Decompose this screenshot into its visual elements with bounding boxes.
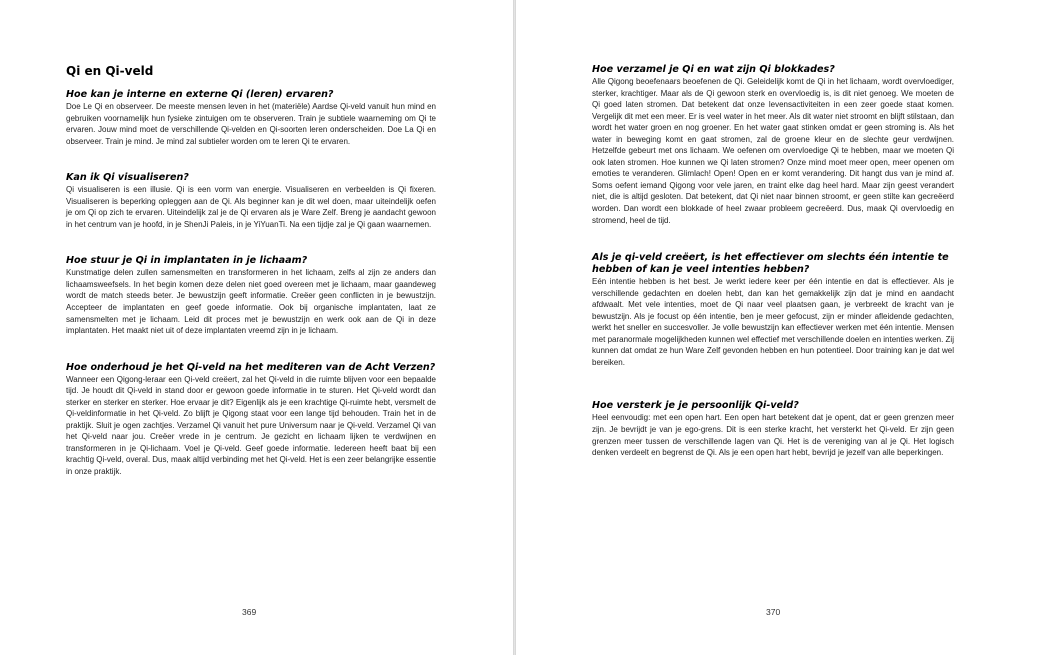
right-page-content [516, 0, 954, 459]
section-persoonlijk-qi-veld [592, 400, 954, 458]
section-question: Als je qi-veld creëert, is het effectiever om slechts één intentie te hebben of kan je veel intenties hebben? [592, 252, 949, 276]
page-number: 370 [766, 607, 781, 617]
section-intenties [592, 252, 954, 368]
section-text: Eén intentie hebben is het best. Je werkt iedere keer per één intentie en dat is effectiever. Als je verschillende gedachten en doelen hebt, dan kan het gemakkelijk zijn dat je mind en aandacht afdwaalt. Met vele intenties, moet de Qi naar veel plaatsen gaan, je verbreekt de kracht van je bewustzijn. Als je focust op één intentie, ben je meer gefocust, zijn er minder afleidende gedachten, werkt het sneller en succesvoller. Je volle bewustzijn kan effectiever werken met één intentie. Mensen met paranormale mogelijkheden kunnen wel effectief met verschillende doelen en intenties werken. Zij kunnen dat omdat ze hun Ware Zelf gevonden hebben en hun potentieel. Door training kan je dat wel bereiken. [592, 277, 954, 367]
section-interne-externe-qi [66, 89, 436, 147]
left-page [0, 0, 513, 655]
section-text: Alle Qigong beoefenaars beoefenen de Qi. Geleidelijk komt de Qi in het lichaam, wordt overvloediger, sterker, krachtiger. Maar als de Qi gewoon sterk en overvloedig is, is dit niet genoeg. We moeten de Qi goed laten stromen. Dat betekent dat onze levensactiviteiten in een zeer goede staat komen. Vergelijk dit met een meer. Er is veel water in het meer. Als dit water niet stroomt en blijft stilstaan, dan wordt het water groen en nog groener. En het water gaat stinken omdat er geen stroming is. Als het water in beweging komt en gaat stromen, zal de groene kleur en de slechte geur verdwijnen. Hetzelfde gebeurt met ons lichaam. We oefenen om overvloedige Qi te hebben, maar we moeten Qi ook laten stromen. Hoe kunnen we Qi laten stromen? Onze mind moet meer open, meer openen om emoties te veranderen. Glimlach! Open! Open en er komt verandering. Dit hangt dus van je mind af. Soms oefent iemand Qigong voor vele jaren, en traint elke dag heel hard. Maar zijn geest verandert niet, die is altijd gesloten. Dat betekent, dat Qi niet naar binnen stroomt, er geen stilte kan gecreëerd worden. Dan wordt een blokkade of heel zwaar probleem gecreëerd. Dus, maak Qi overvloedig en stromend, heel de tijd. [592, 77, 954, 225]
section-implantaten [66, 255, 436, 336]
section-text: Heel eenvoudig: met een open hart. Een open hart betekent dat je opent, dat er geen grenzen meer zijn. Je bevrijdt je van je ego-grens. Dit is een sterke kracht, het versterkt het Qi-veld. Er zijn geen grenzen meer tussen de verschillende lagen van Qi. Het is de vereniging van al je Qi. Het logisch denken verdeelt en begrenst de Qi. Als je een open hart hebt, bevrijd je jezelf van alle beperkingen. [592, 413, 954, 458]
section-text: Wanneer een Qigong-leraar een Qi-veld creëert, zal het Qi-veld in die ruimte blijven voor een bepaalde tijd. Je houdt dit Qi-veld in stand door er gewoon goede informatie in te sturen. Het Qi-veld wordt dan sterker en sterker en sterker. Hoe ervaar je dit? Eigenlijk als je een krachtige Qi-ruimte hebt, versmelt de Qi-veldinformatie in het Qi-veld. Zo blijft je Qigong staat voor een lange tijd behouden. Train het in de praktijk. Sluit je ogen zachtjes. Verzamel Qi vanuit het pure Universum naar je Qi-veld. Verzamel Qi van het Qi-veld naar jou. Creëer vrede in je centrum. Je gezicht en lichaam lijken te verdwijnen en transformeren in je Qi-lichaam. Voel je Qi-veld. Geef goede informatie. Iedereen heeft baat bij een krachtig Qi-veld, overal. Dus, maak altijd verbinding met het Qi-veld. Het is een zeer belangrijke essentie in onze praktijk. [66, 374, 436, 477]
section-question: Hoe versterk je je persoonlijk Qi-veld? [592, 400, 799, 412]
section-text: Kunstmatige delen zullen samensmelten en transformeren in het lichaam, zelfs al zijn ze anders dan lichaamsweefsels. In het begin komen deze delen niet goed overeen met je lichaam, maar gaandeweg wordt de match steeds beter. Je bewustzijn geeft informatie. Creëer geen conflicten in je bewustzijn. Accepteer de implantaten en geef goede informatie. Ook bij organische implantaten, laat ze samensmelten met je lichaam. Leid dit proces met je bewustzijn en werk ook aan de Qi in deze implantaten. Het maakt niet uit of deze implantaten vreemd zijn in je lichaam. [66, 268, 436, 336]
section-qi-blokkades [592, 64, 954, 226]
section-question: Kan ik Qi visualiseren? [66, 172, 189, 184]
section-question: Hoe onderhoud je het Qi-veld na het mediteren van de Acht Verzen? [66, 361, 436, 373]
section-qi-visualiseren [66, 172, 436, 230]
section-text: Qi visualiseren is een illusie. Qi is een vorm van energie. Visualiseren en verbeelden is Qi fixeren. Visualiseren is beperking opleggen aan de Qi. Als beginner kan je dit wel doen, maar uiteindelijk oefen je om Qi op zich te ervaren. Uiteindelijk zal je de Qi ervaren als je Ware Zelf. Breng je aandacht gewoon in het centrum van je hoofd, in je ShenJi Paleis, in je YiYuanTi. Na een tijdje zal je Qi gaan waarnemen. [66, 185, 436, 229]
left-page-content [0, 0, 436, 478]
section-question: Hoe kan je interne en externe Qi (leren) ervaren? [66, 89, 334, 100]
right-page [516, 0, 1038, 655]
section-text: Doe Le Qi en observeer. De meeste mensen leven in het (materiële) Aardse Qi-veld vanuit hun mind en gebruiken voornamelijk hun fysieke zintuigen om te observeren. Train je subtiele waarneming om Qi te ervaren. Jouw mind moet de verschillende Qi-velden en Qi-soorten leren onderscheiden. Doe La Qi en observeer. Train je mind. Je mind zal subtieler worden om te leren Qi te ervaren. [66, 102, 436, 146]
section-question: Hoe stuur je Qi in implantaten in je lichaam? [66, 255, 308, 267]
chapter-title: Qi en Qi-veld [66, 64, 154, 78]
page-number: 369 [242, 607, 257, 617]
section-onderhoud-qi-veld [66, 362, 436, 478]
section-question: Hoe verzamel je Qi en wat zijn Qi blokkades? [592, 64, 835, 75]
